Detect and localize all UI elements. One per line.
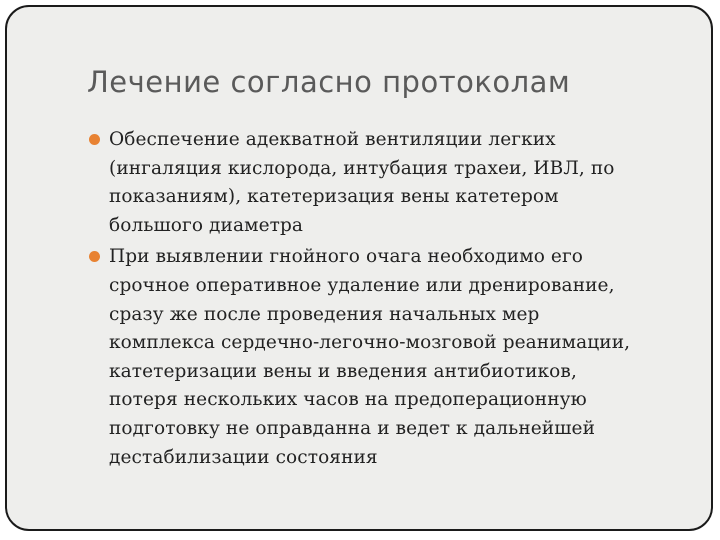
bullet-line: При выявлении гнойного очага необходимо его bbox=[109, 246, 583, 268]
bullet-text bbox=[109, 243, 697, 472]
bullet-line: большого диаметра bbox=[109, 214, 304, 236]
bullet-list bbox=[87, 126, 697, 475]
bullet-line: подготовку не оправданна и ведет к дальнейшей bbox=[109, 417, 596, 439]
bullet-line: сразу же после проведения начальных мер bbox=[109, 303, 540, 325]
slide-title: Лечение согласно протоколам bbox=[87, 65, 571, 99]
bullet-item bbox=[87, 126, 697, 240]
bullet-line: Обеспечение адекватной вентиляции легких bbox=[109, 129, 556, 150]
bullet-text bbox=[109, 126, 697, 240]
bullet-line: срочное оперативное удаление или дренирование, bbox=[109, 274, 615, 296]
bullet-line: (ингаляция кислорода, интубация трахеи, ИВЛ, по bbox=[109, 157, 615, 179]
bullet-line: дестабилизации состояния bbox=[109, 446, 378, 468]
bullet-dot-icon bbox=[89, 134, 100, 145]
bullet-line: комплекса сердечно-легочно-мозговой реанимации, bbox=[109, 332, 631, 354]
bullet-line: катетеризации вены и введения антибиотиков, bbox=[109, 360, 577, 382]
slide-frame bbox=[5, 5, 713, 531]
bullet-item bbox=[87, 243, 697, 472]
bullet-line: потеря нескольких часов на предоперационную bbox=[109, 389, 587, 411]
bullet-line: показаниям), катетеризация вены катетером bbox=[109, 186, 559, 208]
bullet-dot-icon bbox=[89, 251, 100, 262]
